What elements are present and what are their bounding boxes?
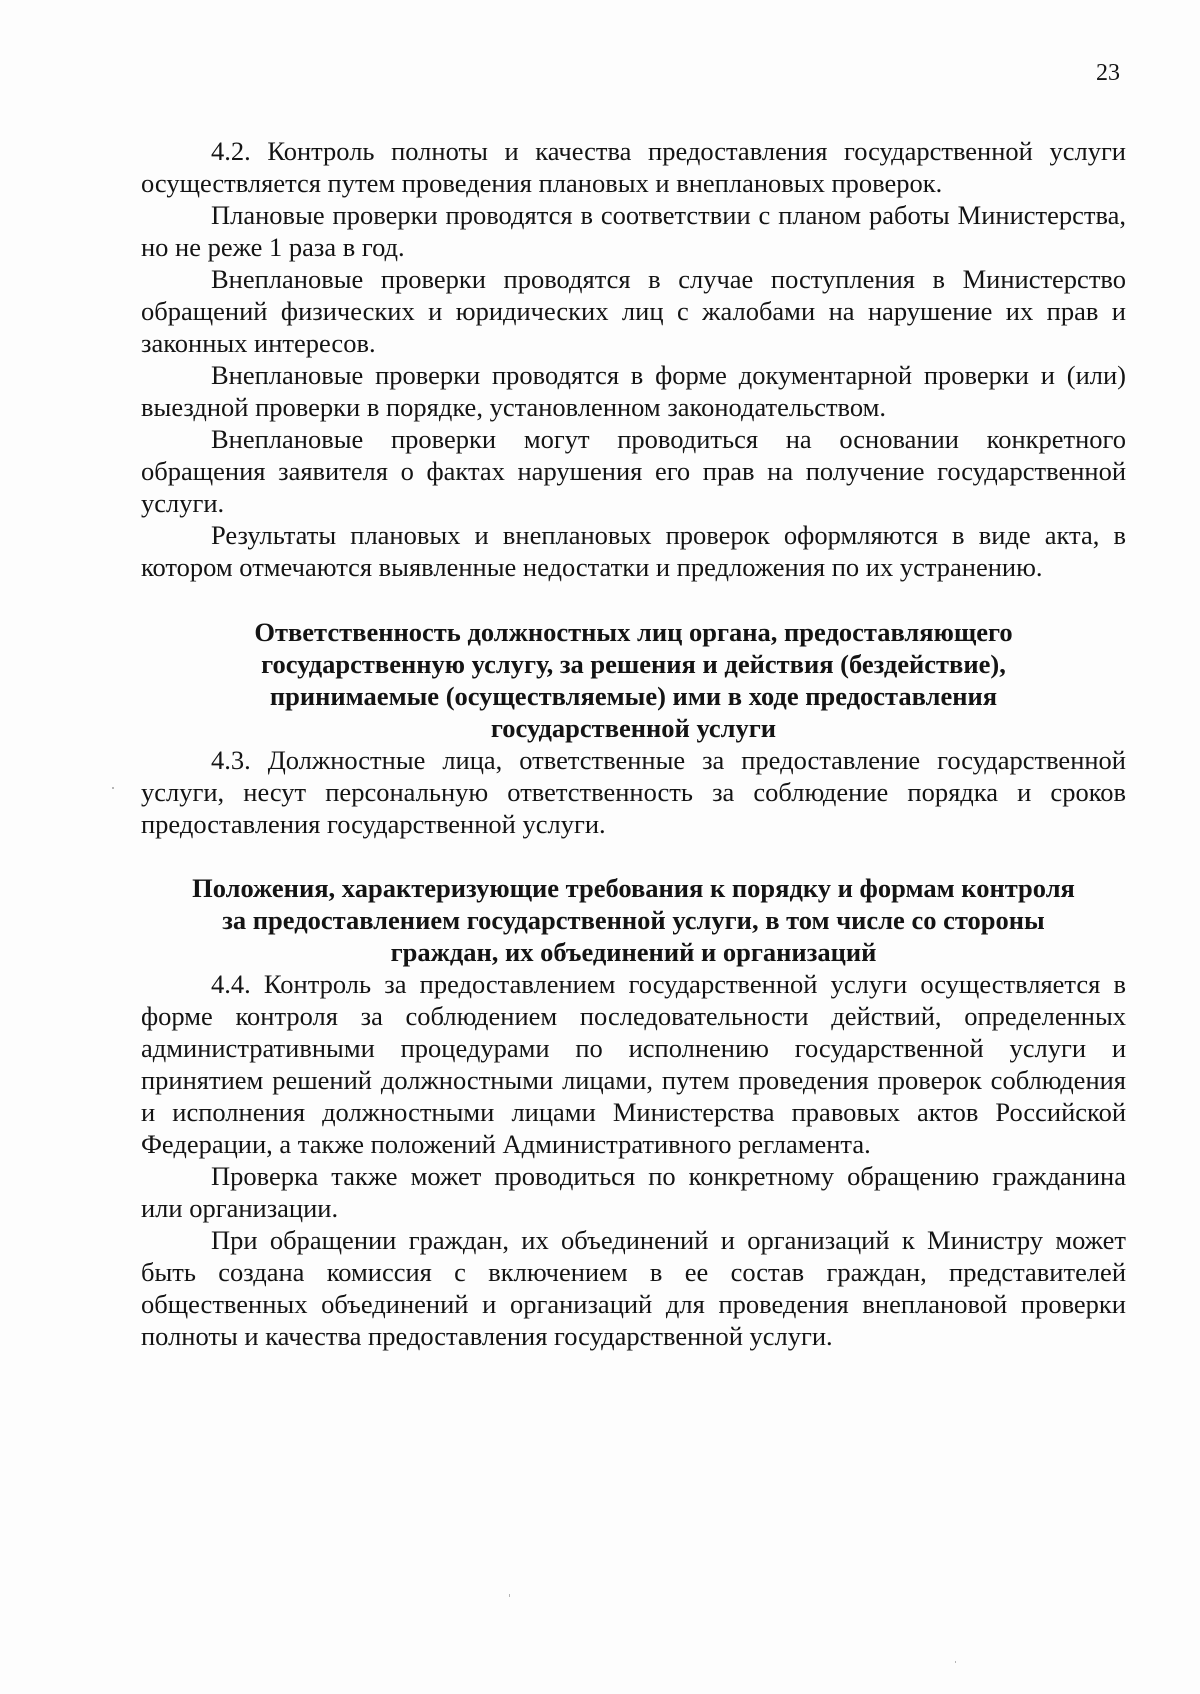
heading-line: Ответственность должностных лиц органа, предоставляющего	[254, 617, 1013, 647]
heading-line: государственную услугу, за решения и действия (бездействие),	[261, 649, 1006, 679]
paragraph: Проверка также может проводиться по конкретному обращению гражданина или организации.	[141, 1161, 1126, 1223]
heading-line: государственной услуги	[490, 713, 777, 743]
scan-speck	[112, 787, 114, 789]
paragraph: Внеплановые проверки проводятся в форме документарной проверки и (или) выездной проверки в порядке, установленном законодательством.	[141, 360, 1126, 422]
paragraph: Результаты плановых и внеплановых проверок оформляются в виде акта, в котором отмечаются выявленные недостатки и предложения по их устранению.	[141, 520, 1126, 582]
section-control-requirements	[141, 872, 1126, 1352]
paragraph: Внеплановые проверки проводятся в случае поступления в Министерство обращений физических и юридических лиц с жалобами на нарушение их прав и законных интересов.	[141, 264, 1126, 358]
section-heading	[141, 616, 1126, 744]
section-control-checks	[141, 135, 1126, 583]
paragraph: Внеплановые проверки могут проводиться на основании конкретного обращения заявителя о фактах нарушения его прав на получение государственной услуги.	[141, 424, 1126, 518]
paragraph: 4.2. Контроль полноты и качества предоставления государственной услуги осуществляется путем проведения плановых и внеплановых проверок.	[141, 136, 1126, 198]
section-responsibility	[141, 616, 1126, 840]
paragraph: 4.4. Контроль за предоставлением государственной услуги осуществляется в форме контроля за соблюдением последовательности действий, определенных административными процедурами по исполнению государственной услуги и принятием решений должностными лицами, путем проведения проверок соблюдения и исполнения должностными лицами Министерства правовых актов Российской Федерации, а также положений Административного регламента.	[141, 969, 1126, 1159]
section-heading	[141, 872, 1126, 968]
paragraph: При обращении граждан, их объединений и организаций к Министру может быть создана комиссия с включением в ее состав граждан, представителей общественных объединений и организаций для проведения внеплановой проверки полноты и качества предоставления государственной услуги.	[141, 1225, 1126, 1351]
scan-speck	[955, 1661, 956, 1663]
document-body	[141, 135, 1126, 1352]
heading-line: граждан, их объединений и организаций	[390, 937, 877, 967]
heading-line: Положения, характеризующие требования к порядку и формам контроля	[192, 873, 1075, 903]
page-number: 23	[1096, 60, 1120, 86]
heading-line: принимаемые (осуществляемые) ими в ходе предоставления	[269, 681, 998, 711]
scan-speck	[509, 1594, 510, 1597]
paragraph: Плановые проверки проводятся в соответствии с планом работы Министерства, но не реже 1 раза в год.	[141, 200, 1126, 262]
paragraph: 4.3. Должностные лица, ответственные за предоставление государственной услуги, несут персональную ответственность за соблюдение порядка и сроков предоставления государственной услуги.	[141, 745, 1126, 839]
heading-line: за предоставлением государственной услуги, в том числе со стороны	[222, 905, 1045, 935]
